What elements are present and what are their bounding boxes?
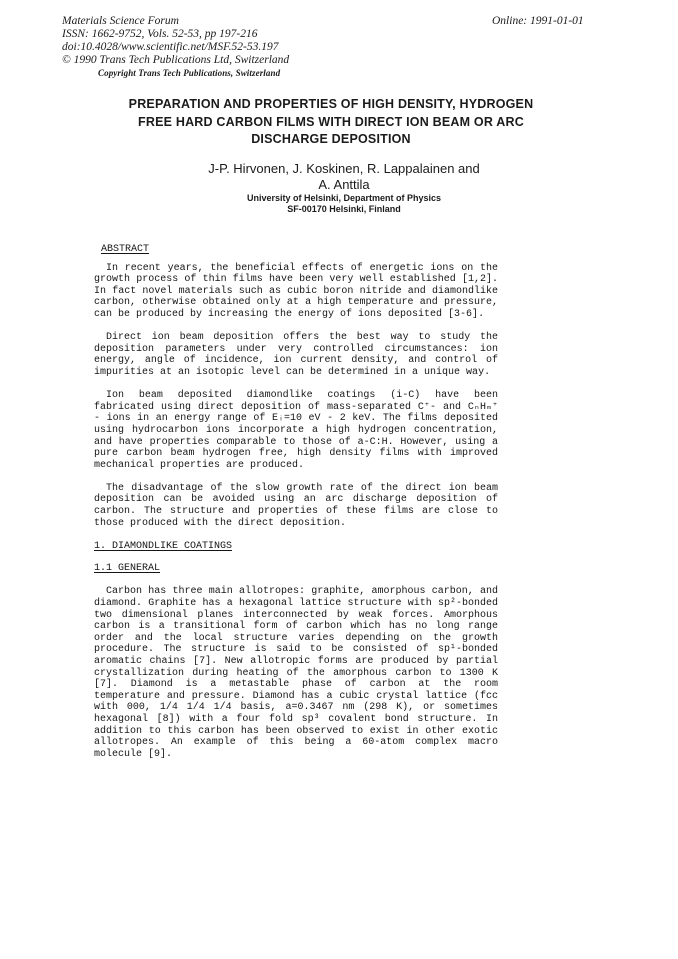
abstract-heading: ABSTRACT	[101, 244, 150, 255]
article-title-line-3: DISCHARGE DEPOSITION	[251, 132, 411, 146]
section-heading-general: 1.1 GENERAL	[94, 562, 161, 574]
online-date: Online: 1991-01-01	[492, 15, 584, 27]
article-title	[92, 96, 570, 149]
copyright-line: © 1990 Trans Tech Publications Ltd, Switzerland	[62, 54, 290, 66]
affiliation-line-1: University of Helsinki, Department of Physics	[246, 193, 442, 203]
affiliation	[105, 193, 583, 215]
section-paragraph-1: Carbon has three main allotropes: graphite, amorphous carbon, and diamond. Graphite has a hexagonal lattice structure with sp²-bonded two dimensional planes interconnected by weak forces. Amorphous carbon is a transitional form of carbon which has no long range order and the local structure varies depending on the growth procedure. The structure is said to be consisted of sp¹-bonded aromatic chains [7]. New allotropic forms are produced by partial crystallization during heating of the amorphous carbon to 1300 K [7]. Diamond is a metastable phase of carbon at the room temperature and pressure. Diamond has a cubic crystal lattice (fcc with 000, 1/4 1/4 1/4 basis, a=0.3467 nm (298 K), or sometimes hexagonal [8]) with a four fold sp³ covalent bond structure. In addition to this carbon has been observed to exist in other exotic allotropes. An example of this being a 60-atom complex macro molecule [9].	[94, 586, 498, 760]
abstract-paragraph-4: The disadvantage of the slow growth rate of the direct ion beam deposition can be avoided using an arc discharge deposition of carbon. The structure and properties of these films are close to those produced with the direct deposition.	[94, 482, 498, 529]
copyright-notice: Copyright Trans Tech Publications, Switzerland	[98, 68, 281, 78]
issn-line: ISSN: 1662-9752, Vols. 52-53, pp 197-216	[62, 28, 258, 40]
article-title-line-1: PREPARATION AND PROPERTIES OF HIGH DENSITY, HYDROGEN	[128, 97, 534, 111]
authors	[105, 161, 583, 192]
abstract-paragraph-3: Ion beam deposited diamondlike coatings (i-C) have been fabricated using direct deposition of mass-separated C⁺- and CₙHₘ⁺ - ions in an energy range of Eᵢ=10 eV - 2 keV. The films deposited using hydrocarbon ions incorporate a high hydrogen concentration, and have properties comparable to those of a-C:H. However, using a pure carbon beam hydrogen free, high density films with improved mechanical properties are produced.	[94, 390, 498, 471]
doi-line: doi:10.4028/www.scientific.net/MSF.52-53.197	[62, 41, 279, 53]
section-heading-diamondlike-coatings: 1. DIAMONDLIKE COATINGS	[94, 540, 233, 552]
authors-line-2: A. Anttila	[318, 176, 370, 192]
journal-name: Materials Science Forum	[62, 15, 179, 27]
masthead	[62, 15, 289, 80]
abstract-paragraph-1: In recent years, the beneficial effects of energetic ions on the growth process of thin films have been very well established [1,2]. In fact novel materials such as cubic boron nitride and diamondlike carbon, otherwise obtained only at a high temperature and pressure, can be produced by increasing the energy of ions deposited [3-6].	[94, 262, 498, 320]
abstract-paragraph-2: Direct ion beam deposition offers the best way to study the deposition parameters under very controlled circumstances: ion energy, angle of incidence, ion current density, and control of impurities at an isotopic level can be determined in a unique way.	[94, 332, 498, 378]
body-text	[94, 244, 498, 772]
authors-line-1: J-P. Hirvonen, J. Koskinen, R. Lappalainen and	[208, 161, 480, 176]
affiliation-line-2: SF-00170 Helsinki, Finland	[287, 204, 401, 214]
article-title-line-2: FREE HARD CARBON FILMS WITH DIRECT ION BEAM OR ARC	[138, 114, 524, 129]
